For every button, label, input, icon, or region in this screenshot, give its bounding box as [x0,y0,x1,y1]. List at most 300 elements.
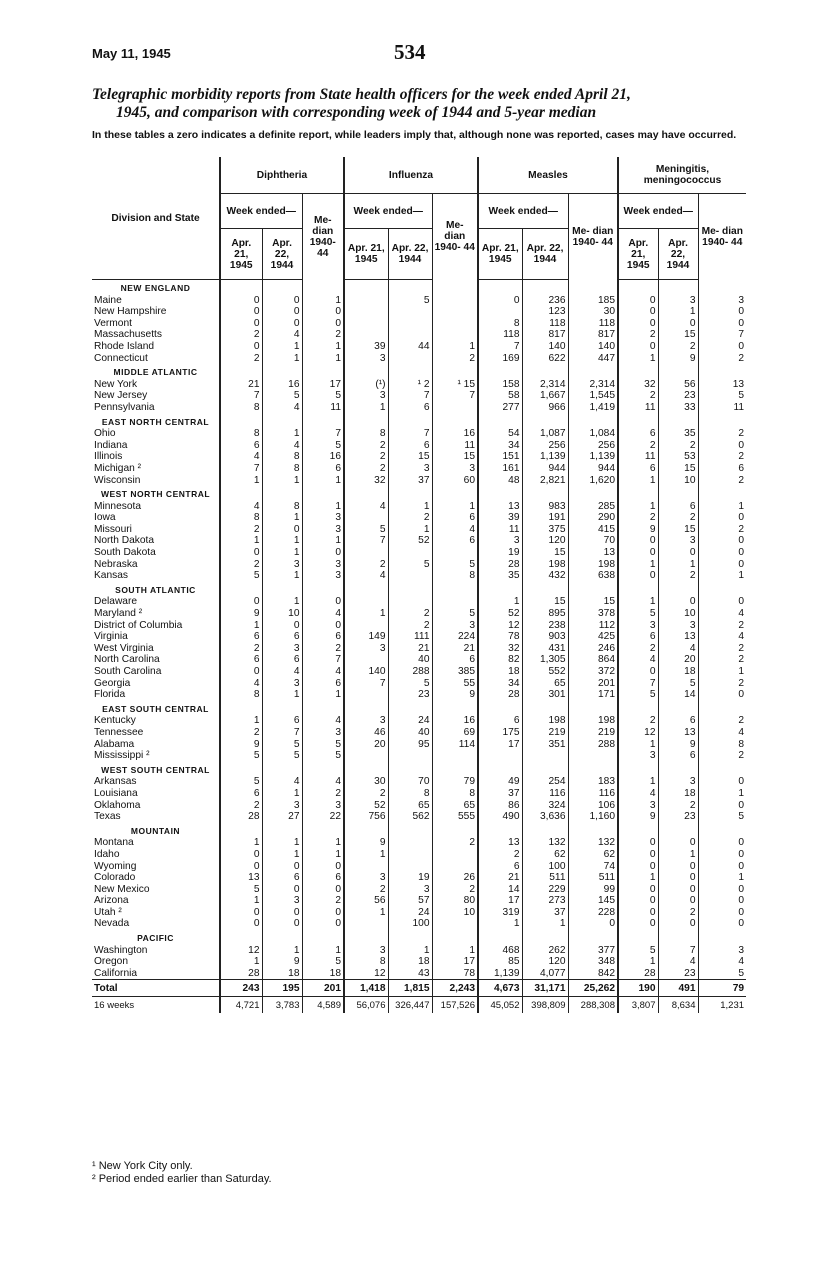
table-cell: 0 [698,341,746,353]
table-row [92,341,746,353]
table-cell: 0 [618,918,658,930]
table-cell: 256 [522,440,568,452]
spacer-cell [522,280,568,295]
spacer-cell [698,280,746,295]
table-cell: 4 [698,956,746,968]
table-cell: 31,171 [522,980,568,997]
table-cell: 2 [698,451,746,463]
spacer-cell [568,701,618,716]
table-cell: 1 [262,689,302,701]
table-cell: 5 [344,524,388,536]
spacer-cell [618,701,658,716]
table-cell: 9 [618,811,658,823]
table-cell: 1,139 [568,451,618,463]
table-cell: 1 [262,849,302,861]
spacer-cell [344,486,388,501]
table-cell: 32 [618,379,658,391]
table-cell: 132 [522,837,568,849]
spacer-cell [344,823,388,838]
table-row [92,524,746,536]
table-cell: 1 [388,524,432,536]
spacer-cell [388,486,432,501]
table-row [92,353,746,365]
table-cell: 15 [568,596,618,608]
table-cell: 1 [698,501,746,513]
table-cell: 1 [302,501,344,513]
spacer-cell [618,930,658,945]
table-cell: 6 [658,501,698,513]
table-cell: 7 [478,341,522,353]
table-cell: 56,076 [344,997,388,1014]
table-cell: 1,418 [344,980,388,997]
table-cell: 9 [658,739,698,751]
table-cell: 1 [262,341,302,353]
table-cell: 1,419 [568,402,618,414]
table-cell: 491 [658,980,698,997]
table-cell: 120 [522,535,568,547]
table-cell: 224 [432,631,478,643]
table-cell: 0 [262,318,302,330]
section-label: NEW ENGLAND [120,283,191,293]
state-name: North Dakota [94,535,155,547]
table-row [92,837,746,849]
state-name: Delaware [94,596,138,608]
table-cell: 447 [568,353,618,365]
table-cell: 185 [568,295,618,307]
table-cell: 19 [478,547,522,559]
table-cell: 0 [618,907,658,919]
spacer-cell [388,823,432,838]
table-cell: 5 [302,440,344,452]
table-cell: 11 [302,402,344,414]
table-cell: 0 [618,884,658,896]
table-cell: 3 [262,559,302,571]
table-cell: 4,077 [522,968,568,980]
table-cell: 2 [220,524,262,536]
table-cell [478,750,522,762]
spacer-cell [522,701,568,716]
table-cell: 0 [618,849,658,861]
table-cell [432,318,478,330]
table-cell: 118 [478,329,522,341]
table-cell: 28 [220,811,262,823]
state-name: Ohio [94,428,116,440]
table-cell: 201 [302,980,344,997]
table-cell: 78 [432,968,478,980]
table-cell: 1 [618,956,658,968]
table-cell: 864 [568,654,618,666]
table-cell: 319 [478,907,522,919]
table-cell: 431 [522,643,568,655]
table-cell: 8 [262,501,302,513]
table-cell: 28 [220,968,262,980]
table-cell: 2 [220,353,262,365]
table-cell: 44 [388,341,432,353]
table-cell: 5 [388,559,432,571]
spacer-cell [262,823,302,838]
table-cell: 0 [698,918,746,930]
table-cell: 8 [344,956,388,968]
state-name: Montana [94,837,134,849]
table-cell: 4 [262,776,302,788]
spacer-cell [344,364,388,379]
table-cell: 3 [618,800,658,812]
table-cell: 1 [302,837,344,849]
spacer-cell [698,823,746,838]
table-cell: ¹ 15 [432,379,478,391]
spacer-cell [618,280,658,295]
page-number: 534 [394,40,426,64]
footnote-2: ² Period ended earlier than Saturday. [92,1173,272,1185]
table-cell: 0 [302,306,344,318]
table-row [92,727,746,739]
spacer-cell [432,823,478,838]
state-name: Arkansas [94,776,137,788]
table-cell: 0 [302,620,344,632]
table-cell [388,596,432,608]
table-cell [388,353,432,365]
col-1945-header: Apr. 21, 1945 [220,229,262,280]
table-cell: 490 [478,811,522,823]
table-header [92,157,746,280]
table-cell: 23 [658,390,698,402]
table-cell: 0 [698,535,746,547]
table-cell: 37 [522,907,568,919]
table-cell: 6 [262,654,302,666]
state-name: West Virginia [94,642,154,654]
table-cell: 1 [262,512,302,524]
table-cell: 15 [658,463,698,475]
table-cell: 0 [262,884,302,896]
table-row [92,643,746,655]
table-cell: 2 [658,800,698,812]
table-cell: 1 [220,535,262,547]
table-cell: 2 [618,512,658,524]
spacer-cell [220,414,262,429]
table-cell: 7 [388,428,432,440]
table-cell: 12 [478,620,522,632]
table-cell: 3 [302,800,344,812]
spacer-cell [698,762,746,777]
table-cell: 1 [618,353,658,365]
table-cell: 262 [522,945,568,957]
morbidity-table [92,157,746,1013]
table-cell: 0 [698,318,746,330]
table-cell: 3,783 [262,997,302,1014]
table-cell [432,849,478,861]
table-cell: 8 [698,739,746,751]
table-row [92,907,746,919]
table-cell: 0 [262,861,302,873]
table-cell: 0 [698,306,746,318]
spacer-cell [568,414,618,429]
table-cell: 842 [568,968,618,980]
spacer-cell [618,364,658,379]
table-cell [432,547,478,559]
table-cell: 0 [698,837,746,849]
table-cell: 5 [262,390,302,402]
spacer-cell [220,701,262,716]
spacer-cell [618,414,658,429]
table-cell: 1,620 [568,475,618,487]
table-cell: 65 [388,800,432,812]
table-row [92,559,746,571]
table-cell: 18 [388,956,432,968]
table-cell: 1 [262,945,302,957]
table-cell: 326,447 [388,997,432,1014]
table-cell: 2 [302,329,344,341]
section-label: PACIFIC [137,933,174,944]
table-cell: 40 [388,727,432,739]
table-cell: 4 [698,631,746,643]
table-cell: 2 [302,788,344,800]
table-cell: 2 [344,451,388,463]
table-cell: 37 [388,475,432,487]
table-cell: 895 [522,608,568,620]
spacer-cell [698,364,746,379]
table-row [92,570,746,582]
col-1944-header: Apr. 22, 1944 [658,229,698,280]
table-cell: 0 [658,547,698,559]
table-cell: 468 [478,945,522,957]
table-cell: 15 [432,451,478,463]
table-cell: 3 [698,295,746,307]
table-cell: 4 [262,666,302,678]
week-ended-header: Week ended— [220,194,302,229]
table-cell: 8,634 [658,997,698,1014]
table-cell: 21 [432,643,478,655]
table-cell: 17 [478,895,522,907]
table-cell: 16 [262,379,302,391]
table-cell: 24 [388,907,432,919]
spacer-cell [568,823,618,838]
table-cell: 2 [658,512,698,524]
table-cell: 415 [568,524,618,536]
table-cell: 2 [388,512,432,524]
table-cell: 14 [478,884,522,896]
median-header: Me- dian 1940- 44 [432,194,478,280]
table-cell: 1 [618,501,658,513]
table-cell: 9 [432,689,478,701]
table-cell: 3 [344,643,388,655]
table-cell: 6 [220,788,262,800]
table-cell: 0 [478,295,522,307]
table-cell: 0 [658,318,698,330]
title-line-2: 1945, and comparison with corresponding week of 1944 and 5-year median [116,104,597,121]
table-cell: 243 [220,980,262,997]
table-cell [344,306,388,318]
table-cell: 0 [220,918,262,930]
state-name: North Carolina [94,654,160,666]
table-cell: 18 [302,968,344,980]
spacer-cell [478,701,522,716]
table-cell: 112 [568,620,618,632]
table-cell: 1 [262,596,302,608]
table-cell: 277 [478,402,522,414]
table-cell: 2 [432,884,478,896]
state-name: Wyoming [94,860,137,872]
spacer-cell [302,414,344,429]
table-cell: 2 [344,440,388,452]
table-cell: 1 [478,596,522,608]
spacer-cell [658,414,698,429]
table-cell: 817 [522,329,568,341]
spacer-cell [698,414,746,429]
table-cell: 8 [220,512,262,524]
table-cell: 4 [302,776,344,788]
table-cell [388,318,432,330]
table-cell: 3 [262,678,302,690]
table-cell [344,547,388,559]
table-cell: 2 [618,329,658,341]
table-cell: 2 [388,620,432,632]
table-cell: 114 [432,739,478,751]
table-row [92,776,746,788]
table-cell: 1 [344,608,388,620]
table-cell: 5 [302,956,344,968]
table-cell: 3 [432,463,478,475]
table-cell: 52 [344,800,388,812]
spacer-cell [344,280,388,295]
spacer-cell [658,582,698,597]
table-cell: 3 [344,872,388,884]
table-row [92,608,746,620]
state-name: Florida [94,689,126,701]
table-cell [388,329,432,341]
table-cell: 6 [302,463,344,475]
spacer-cell [568,930,618,945]
table-cell: 95 [388,739,432,751]
table-cell: 638 [568,570,618,582]
spacer-cell [388,414,432,429]
table-cell: 5 [220,776,262,788]
table-cell: 74 [568,861,618,873]
table-cell: 2 [220,643,262,655]
table-cell: 58 [478,390,522,402]
table-cell: 18 [262,968,302,980]
table-cell: 34 [478,678,522,690]
spacer-cell [658,280,698,295]
table-cell: 16 [432,715,478,727]
total-row [92,980,746,997]
table-cell: 0 [658,596,698,608]
state-name: Missouri [94,523,132,535]
table-cell: 1 [618,559,658,571]
col-1945-header: Apr. 21, 1945 [618,229,658,280]
table-cell: 140 [344,666,388,678]
table-cell: 79 [432,776,478,788]
table-cell: 3 [302,727,344,739]
spacer-cell [220,930,262,945]
col-1944-header: Apr. 22, 1944 [388,229,432,280]
table-cell: 5 [220,884,262,896]
spacer-cell [262,701,302,716]
state-name: Texas [94,811,121,823]
table-cell: 1 [262,428,302,440]
table-row [92,620,746,632]
table-cell: 944 [522,463,568,475]
state-name: South Dakota [94,547,156,559]
state-name: Virginia [94,631,128,643]
table-cell: 246 [568,643,618,655]
table-cell: 106 [568,800,618,812]
table-cell: 3 [658,535,698,547]
table-cell: 0 [698,861,746,873]
table-cell: 82 [478,654,522,666]
spacer-cell [432,364,478,379]
table-cell: 158 [478,379,522,391]
week-ended-header: Week ended— [344,194,432,229]
table-cell [388,837,432,849]
state-name: Kentucky [94,715,136,727]
spacer-cell [388,364,432,379]
table-cell: 120 [522,956,568,968]
table-cell: 11 [618,451,658,463]
table-cell: 191 [522,512,568,524]
table-cell: 49 [478,776,522,788]
table-cell: 1 [302,945,344,957]
spacer-cell [344,414,388,429]
table-cell: 5 [302,750,344,762]
state-name: Illinois [94,451,123,463]
table-cell: 100 [388,918,432,930]
table-cell: 2 [698,524,746,536]
table-cell: 0 [698,440,746,452]
spacer-cell [262,930,302,945]
table-cell: 13 [220,872,262,884]
table-cell: 46 [344,727,388,739]
table-cell: 0 [698,596,746,608]
spacer-cell [302,364,344,379]
table-cell: 6 [262,715,302,727]
spacer-cell [658,930,698,945]
state-name: Nevada [94,918,130,930]
table-cell: 11 [698,402,746,414]
table-cell: 3 [302,524,344,536]
table-cell [388,750,432,762]
table-cell: 13 [478,501,522,513]
table-cell: 35 [658,428,698,440]
table-cell: 78 [478,631,522,643]
table-cell: 99 [568,884,618,896]
table-cell: 3 [698,945,746,957]
table-cell [388,861,432,873]
table-cell: 0 [220,547,262,559]
table-cell: 6 [220,654,262,666]
spacer-cell [478,823,522,838]
table-cell: 0 [698,776,746,788]
spacer-cell [388,762,432,777]
table-cell: 1 [618,776,658,788]
table-cell: 20 [344,739,388,751]
table-cell: 5 [262,750,302,762]
table-cell: 7 [262,727,302,739]
table-cell: 1,160 [568,811,618,823]
spacer-cell [568,486,618,501]
table-cell: 8 [478,318,522,330]
table-cell: 1 [302,295,344,307]
table-cell: 966 [522,402,568,414]
table-cell: 372 [568,666,618,678]
table-cell: 6 [388,402,432,414]
table-cell: 4 [698,727,746,739]
table-cell: 6 [618,428,658,440]
table-cell: 256 [568,440,618,452]
table-cell: 0 [618,570,658,582]
table-row [92,463,746,475]
table-cell: 2 [698,353,746,365]
table-cell: 1 [220,956,262,968]
